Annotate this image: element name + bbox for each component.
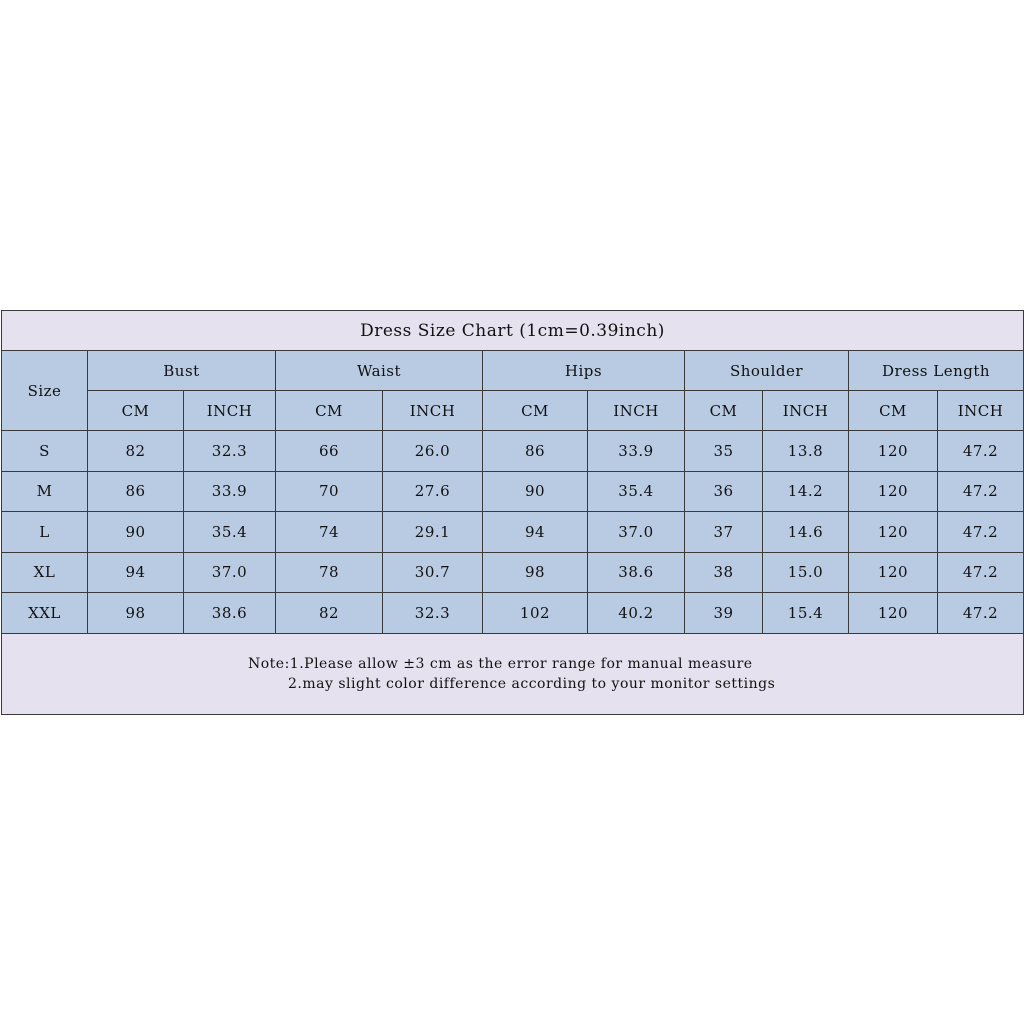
table-row [2,552,1024,593]
hips-inch: 40.2 [588,593,685,634]
hips-cm: 90 [483,471,588,512]
size-label: S [2,431,88,472]
size-label: XL [2,552,88,593]
table-row [2,512,1024,553]
bust-cm: 82 [88,431,184,472]
shoulder-cm: 37 [685,512,763,553]
shoulder-inch: 14.2 [763,471,849,512]
shoulder-inch: 14.6 [763,512,849,553]
table-row [2,471,1024,512]
dress-length-cm: 120 [849,593,938,634]
note-line-1: Note:1.Please allow ±3 cm as the error range for manual measure [248,655,753,672]
unit-header-cm: CM [849,391,938,431]
bust-inch: 35.4 [184,512,276,553]
dress-length-inch: 47.2 [938,593,1024,634]
unit-header-row [2,391,1024,431]
size-chart-container [1,310,1023,715]
unit-header-cm: CM [88,391,184,431]
dress-length-cm: 120 [849,512,938,553]
unit-header-inch: INCH [763,391,849,431]
unit-header-inch: INCH [383,391,483,431]
dress-length-inch: 47.2 [938,431,1024,472]
waist-cm: 74 [276,512,383,553]
unit-header-cm: CM [685,391,763,431]
shoulder-cm: 36 [685,471,763,512]
hips-inch: 37.0 [588,512,685,553]
unit-header-inch: INCH [184,391,276,431]
shoulder-inch: 15.0 [763,552,849,593]
waist-cm: 82 [276,593,383,634]
waist-cm: 70 [276,471,383,512]
unit-header-cm: CM [483,391,588,431]
hips-cm: 98 [483,552,588,593]
note-row [2,633,1024,714]
dress-length-cm: 120 [849,552,938,593]
group-header-shoulder: Shoulder [685,351,849,391]
group-header-hips: Hips [483,351,685,391]
table-row [2,431,1024,472]
group-header-waist: Waist [276,351,483,391]
dress-length-cm: 120 [849,471,938,512]
bust-cm: 98 [88,593,184,634]
unit-header-cm: CM [276,391,383,431]
group-header-dress-length: Dress Length [849,351,1024,391]
size-label: M [2,471,88,512]
bust-inch: 32.3 [184,431,276,472]
waist-inch: 30.7 [383,552,483,593]
waist-inch: 26.0 [383,431,483,472]
shoulder-cm: 38 [685,552,763,593]
shoulder-cm: 35 [685,431,763,472]
size-chart-table [1,310,1024,715]
bust-inch: 33.9 [184,471,276,512]
bust-cm: 86 [88,471,184,512]
bust-inch: 37.0 [184,552,276,593]
hips-inch: 33.9 [588,431,685,472]
shoulder-inch: 13.8 [763,431,849,472]
group-header-bust: Bust [88,351,276,391]
waist-inch: 32.3 [383,593,483,634]
hips-inch: 38.6 [588,552,685,593]
hips-cm: 102 [483,593,588,634]
dress-length-inch: 47.2 [938,512,1024,553]
table-row [2,593,1024,634]
unit-header-inch: INCH [588,391,685,431]
note-line-2: 2.may slight color difference according to your monitor settings [288,675,776,692]
hips-cm: 94 [483,512,588,553]
bust-cm: 94 [88,552,184,593]
hips-inch: 35.4 [588,471,685,512]
dress-length-cm: 120 [849,431,938,472]
size-label: L [2,512,88,553]
dress-length-inch: 47.2 [938,552,1024,593]
size-label: XXL [2,593,88,634]
chart-title: Dress Size Chart (1cm=0.39inch) [2,311,1024,351]
notes [248,654,775,694]
waist-cm: 78 [276,552,383,593]
shoulder-cm: 39 [685,593,763,634]
bust-inch: 38.6 [184,593,276,634]
waist-inch: 27.6 [383,471,483,512]
unit-header-inch: INCH [938,391,1024,431]
shoulder-inch: 15.4 [763,593,849,634]
hips-cm: 86 [483,431,588,472]
title-row [2,311,1024,351]
size-column-header: Size [2,351,88,431]
waist-inch: 29.1 [383,512,483,553]
bust-cm: 90 [88,512,184,553]
dress-length-inch: 47.2 [938,471,1024,512]
waist-cm: 66 [276,431,383,472]
note-cell [2,633,1024,714]
group-header-row [2,351,1024,391]
